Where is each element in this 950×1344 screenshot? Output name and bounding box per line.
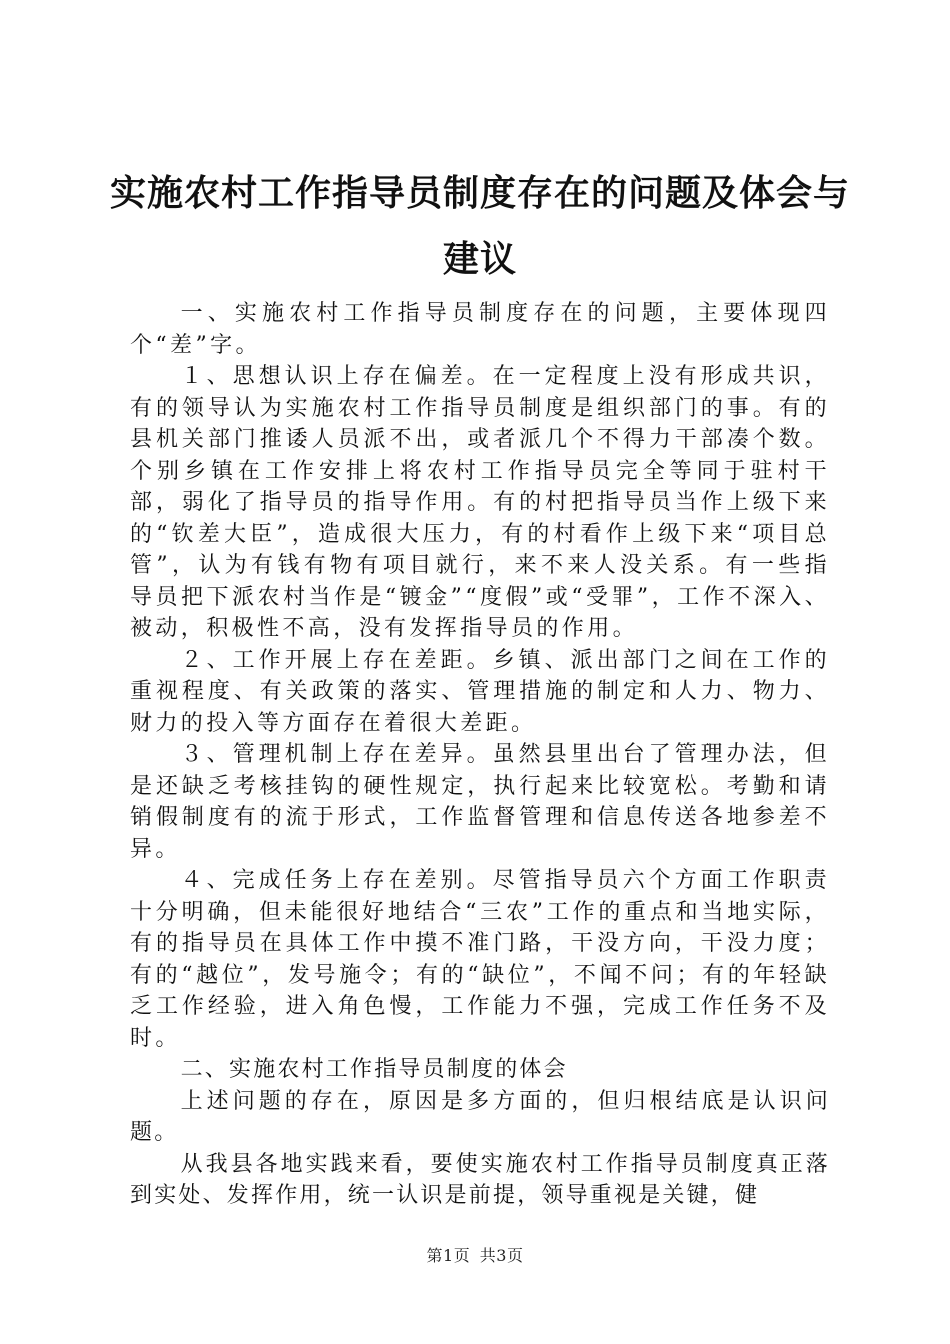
paragraph-practice: 从我县各地实践来看，要使实施农村工作指导员制度真正落到实处、发挥作用，统一认识是前提，领导重视是关键，健 — [130, 1151, 830, 1208]
paragraph-item-3: ３、管理机制上存在差异。虽然县里出台了管理办法，但是还缺乏考核挂钩的硬性规定，执行起来比较宽松。考勤和请销假制度有的流于形式，工作监督管理和信息传送各地参差不异。 — [130, 742, 830, 862]
document-body — [130, 298, 830, 1212]
page-footer — [0, 1243, 950, 1266]
section-heading-problems: 一、实施农村工作指导员制度存在的问题，主要体现四个“差”字。 — [130, 301, 830, 358]
page-total: 共3页 — [479, 1246, 524, 1265]
paragraph-cause: 上述问题的存在，原因是多方面的，但归根结底是认识问题。 — [130, 1088, 830, 1145]
page-number: 第1页 — [426, 1246, 471, 1265]
section-heading-experience: 二、实施农村工作指导员制度的体会 — [180, 1057, 568, 1082]
paragraph-item-4: ４、完成任务上存在差别。尽管指导员六个方面工作职责十分明确，但未能很好地结合“三农”工作的重点和当地实际，有的指导员在具体工作中摸不准门路，干没方向，干没力度；有的“越位”，发号施令；有的“缺位”，不闻不问；有的年轻缺乏工作经验，进入角色慢，工作能力不强，完成工作任务不及时。 — [130, 868, 830, 1051]
paragraph-item-2: ２、工作开展上存在差距。乡镇、派出部门之间在工作的重视程度、有关政策的落实、管理措施的制定和人力、物力、财力的投入等方面存在着很大差距。 — [130, 647, 830, 736]
document-title: 实施农村工作指导员制度存在的问题及体会与建议 — [110, 172, 851, 280]
paragraph-item-1: １、思想认识上存在偏差。在一定程度上没有形成共识，有的领导认为实施农村工作指导员制度是组织部门的事。有的县机关部门推诿人员派不出，或者派几个不得力干部凑个数。个别乡镇在工作安排上将农村工作指导员完全等同于驻村干部，弱化了指导员的指导作用。有的村把指导员当作上级下来的“钦差大臣”，造成很大压力，有的村看作上级下来“项目总管”，认为有钱有物有项目就行，来不来人没关系。有一些指导员把下派农村当作是“镀金”“度假”或“受罪”，工作不深入、被动，积极性不高，没有发挥指导员的作用。 — [130, 364, 830, 641]
